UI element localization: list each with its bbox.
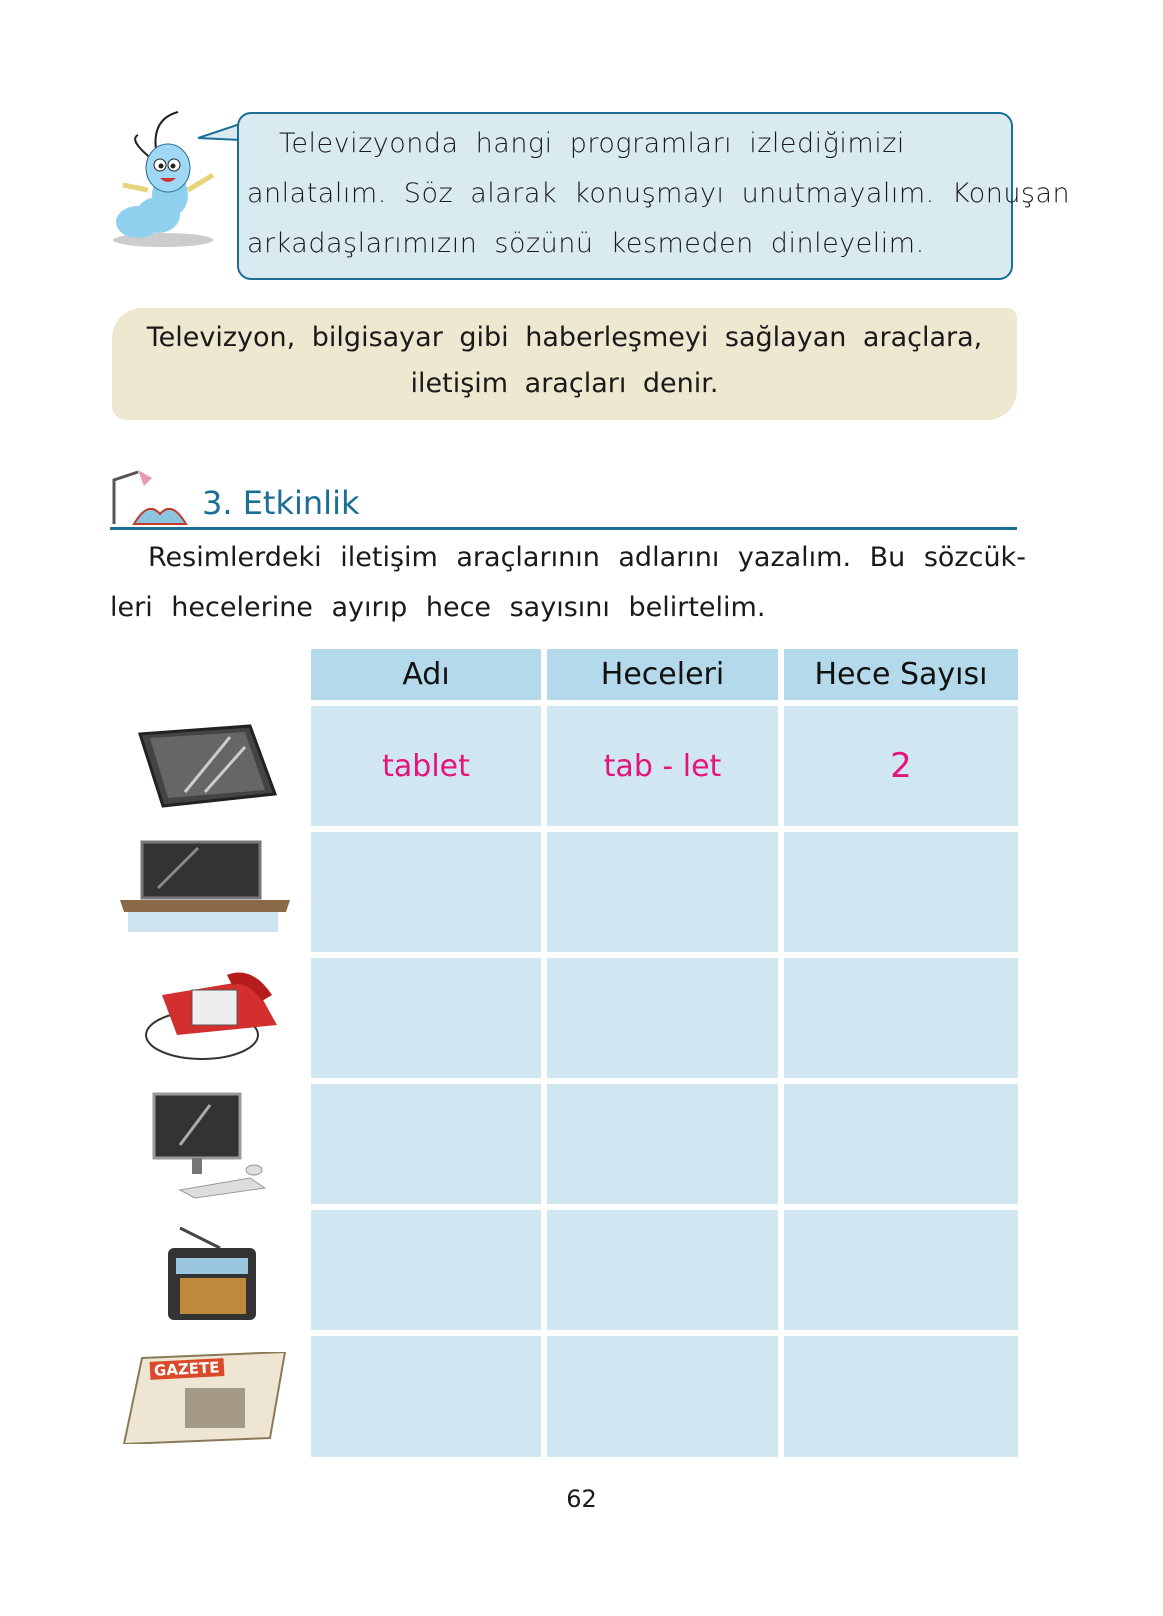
- header-syllable-count: Hece Sayısı: [784, 649, 1018, 700]
- info-box: [112, 308, 1017, 420]
- count-cell[interactable]: [784, 1210, 1018, 1330]
- name-cell[interactable]: [311, 1336, 541, 1457]
- computer-image: [150, 1090, 270, 1200]
- syllables-cell[interactable]: [547, 1336, 778, 1457]
- lamp-book-icon: [108, 470, 190, 526]
- telephone-image: [142, 965, 282, 1065]
- count-cell[interactable]: [784, 832, 1018, 952]
- instruction-line-2: leri hecelerine ayırıp hece sayısını belirtelim.: [110, 592, 766, 623]
- tablet-image: [135, 722, 280, 812]
- syllables-cell[interactable]: tab - let: [547, 706, 778, 826]
- count-cell[interactable]: [784, 1336, 1018, 1457]
- page-number: 62: [566, 1485, 597, 1513]
- name-cell[interactable]: tablet: [311, 706, 541, 826]
- speech-bubble-tail-icon: [198, 122, 242, 152]
- syllables-cell[interactable]: [547, 1084, 778, 1204]
- name-cell[interactable]: [311, 1084, 541, 1204]
- instruction-line-1: Resimlerdeki iletişim araçlarının adlarını yazalım. Bu sözcük-: [148, 542, 1026, 573]
- speech-line-2: anlatalım. Söz alarak konuşmayı unutmayalım. Konuşan: [247, 178, 1071, 209]
- speech-line-1: Televizyonda hangi programları izlediğimizi: [279, 128, 905, 159]
- speech-line-3: arkadaşlarımızın sözünü kesmeden dinleyelim.: [247, 228, 925, 259]
- info-line-2: iletişim araçları denir.: [410, 368, 719, 399]
- count-cell[interactable]: [784, 958, 1018, 1078]
- syllables-cell[interactable]: [547, 958, 778, 1078]
- count-cell[interactable]: [784, 1084, 1018, 1204]
- syllables-cell[interactable]: [547, 1210, 778, 1330]
- header-syllables: Heceleri: [547, 649, 778, 700]
- name-cell[interactable]: [311, 958, 541, 1078]
- radio-image: [150, 1218, 270, 1328]
- heading-rule: [110, 527, 1017, 530]
- name-cell[interactable]: [311, 832, 541, 952]
- syllables-cell[interactable]: [547, 832, 778, 952]
- newspaper-image: [120, 1352, 290, 1444]
- television-image: [118, 838, 293, 938]
- activity-title: 3. Etkinlik: [202, 484, 360, 522]
- header-name: Adı: [311, 649, 541, 700]
- info-line-1: Televizyon, bilgisayar gibi haberleşmeyi sağlayan araçlara,: [146, 322, 983, 353]
- speech-bubble: [237, 112, 1071, 280]
- name-cell[interactable]: [311, 1210, 541, 1330]
- newspaper-masthead: GAZETE: [150, 1358, 224, 1380]
- count-cell[interactable]: 2: [784, 706, 1018, 826]
